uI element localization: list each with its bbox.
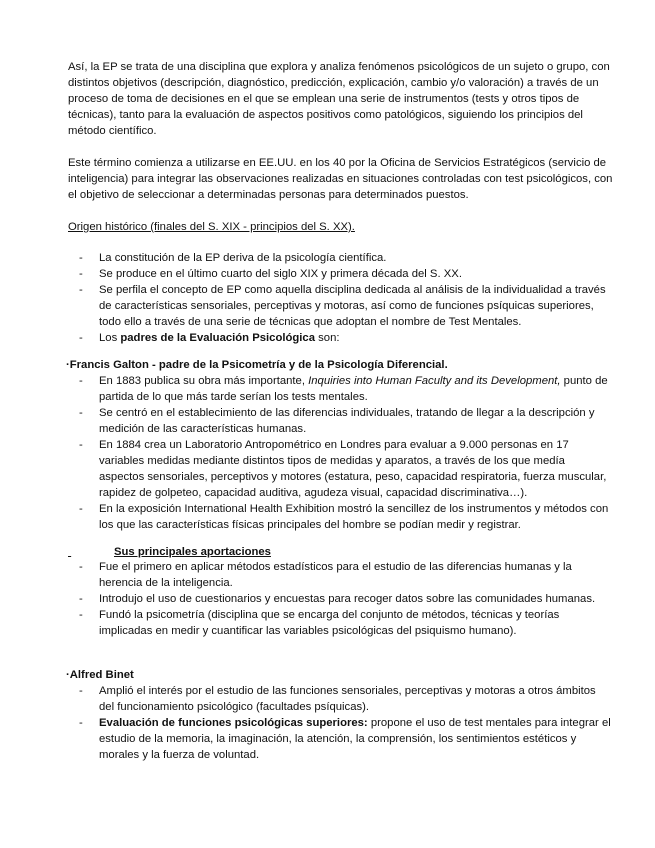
- list-item: - Los padres de la Evaluación Psicológica son:: [79, 332, 340, 344]
- galton-list: [68, 373, 613, 533]
- origin-heading: Origen histórico (finales del S. XIX - principios del S. XX).: [68, 221, 355, 233]
- dash-bullet: -: [79, 407, 83, 419]
- list-item: - Fue el primero en aplicar métodos estadísticos para el estudio de las diferencias humanas y la herencia de la inteligencia.: [79, 561, 572, 589]
- dash-bullet: -: [79, 252, 83, 264]
- term-paragraph: Este término comienza a utilizarse en EE.UU. en los 40 por la Oficina de Servicios Estratégicos (servicio de inteligencia) para integrar las observaciones realizadas en situaciones controladas con test psicológicos, con el objetivo de seleccionar a determinadas personas para determinados puestos.: [68, 157, 613, 201]
- dash-bullet: -: [79, 332, 83, 344]
- binet-heading: ·Alfred Binet: [66, 669, 134, 681]
- list-item: - En 1884 crea un Laboratorio Antropométrico en Londres para evaluar a 9.000 personas en 17 variables medidas mediante distintos tipos de medidas y aparatos, a través de los que medía aspectos sensoriales, perceptivos y motores (estatura, peso, capacidad respiratoria, fuerza muscular, rapidez de golpeteo, capacidad auditiva, agudeza visual, capacidad discriminativa…).: [79, 439, 607, 499]
- list-item: - Evaluación de funciones psicológicas superiores: propone el uso de test mentales para integrar el estudio de la memoria, la imaginación, la atención, la comprensión, los sentimientos estéticos y morales y la fuerza de voluntad.: [79, 717, 611, 761]
- dash-bullet: -: [79, 375, 83, 387]
- list-item: - En la exposición International Health Exhibition mostró la sencillez de los instrumentos y métodos con los que las características físicas principales del hombre se podían medir y registrar.: [79, 503, 609, 531]
- dash-bullet: -: [79, 593, 83, 605]
- dash-bullet: -: [79, 268, 83, 280]
- list-item: - En 1883 publica su obra más importante, Inquiries into Human Faculty and its Development, punto de partida de lo que más tarde serían los tests mentales.: [79, 375, 608, 403]
- list-item: - Se produce en el último cuarto del siglo XIX y primera década del S. XX.: [79, 268, 462, 280]
- binet-list: [68, 683, 613, 763]
- list-item: - Se perfila el concepto de EP como aquella disciplina dedicada al análisis de la individualidad a través de características sensoriales, perceptivas y motoras, así como de funciones psíquicas superiores, todo ello a través de una serie de técnicas que adoptan el nombre de Test Mentales.: [79, 284, 606, 328]
- list-item: - Introdujo el uso de cuestionarios y encuestas para recoger datos sobre las comunidades humanas.: [79, 593, 596, 605]
- list-item: - La constitución de la EP deriva de la psicología científica.: [79, 252, 387, 264]
- contributions-list: [68, 559, 613, 639]
- dash-bullet: -: [79, 717, 83, 729]
- list-item: - Amplió el interés por el estudio de las funciones sensoriales, perceptivas y motoras a otros ámbitos del funcionamiento psicológico (facultades psíquicas).: [79, 685, 596, 713]
- dash-bullet: -: [79, 503, 83, 515]
- dash-bullet: -: [79, 561, 83, 573]
- origin-list: [68, 250, 613, 346]
- dash-bullet: -: [79, 609, 83, 621]
- galton-heading: ·Francis Galton - padre de la Psicometría y de la Psicología Diferencial.: [66, 359, 448, 371]
- dash-bullet: -: [79, 439, 83, 451]
- dash-bullet: -: [79, 685, 83, 697]
- list-item: - Se centró en el establecimiento de las diferencias individuales, tratando de llegar a la descripción y medición de las características humanas.: [79, 407, 595, 435]
- intro-paragraph: Así, la EP se trata de una disciplina que explora y analiza fenómenos psicológicos de un sujeto o grupo, con distintos objetivos (descripción, diagnóstico, predicción, explicación, cambio y/o valoración) a través de un proceso de toma de decisiones en el que se emplean una serie de instrumentos (tests y otros tipos de técnicas), tanto para la evaluación de aspectos positivos como patológicos, siguiendo los principios del método científico.: [68, 61, 610, 137]
- dash-bullet: -: [79, 284, 83, 296]
- underline-indent: [68, 544, 114, 560]
- list-item: - Fundó la psicometría (disciplina que se encarga del conjunto de métodos, técnicas y teorías implicadas en medir y cuantificar las variables psicológicas del psiquismo humano).: [79, 609, 560, 637]
- contributions-heading: Sus principales aportaciones: [68, 544, 271, 560]
